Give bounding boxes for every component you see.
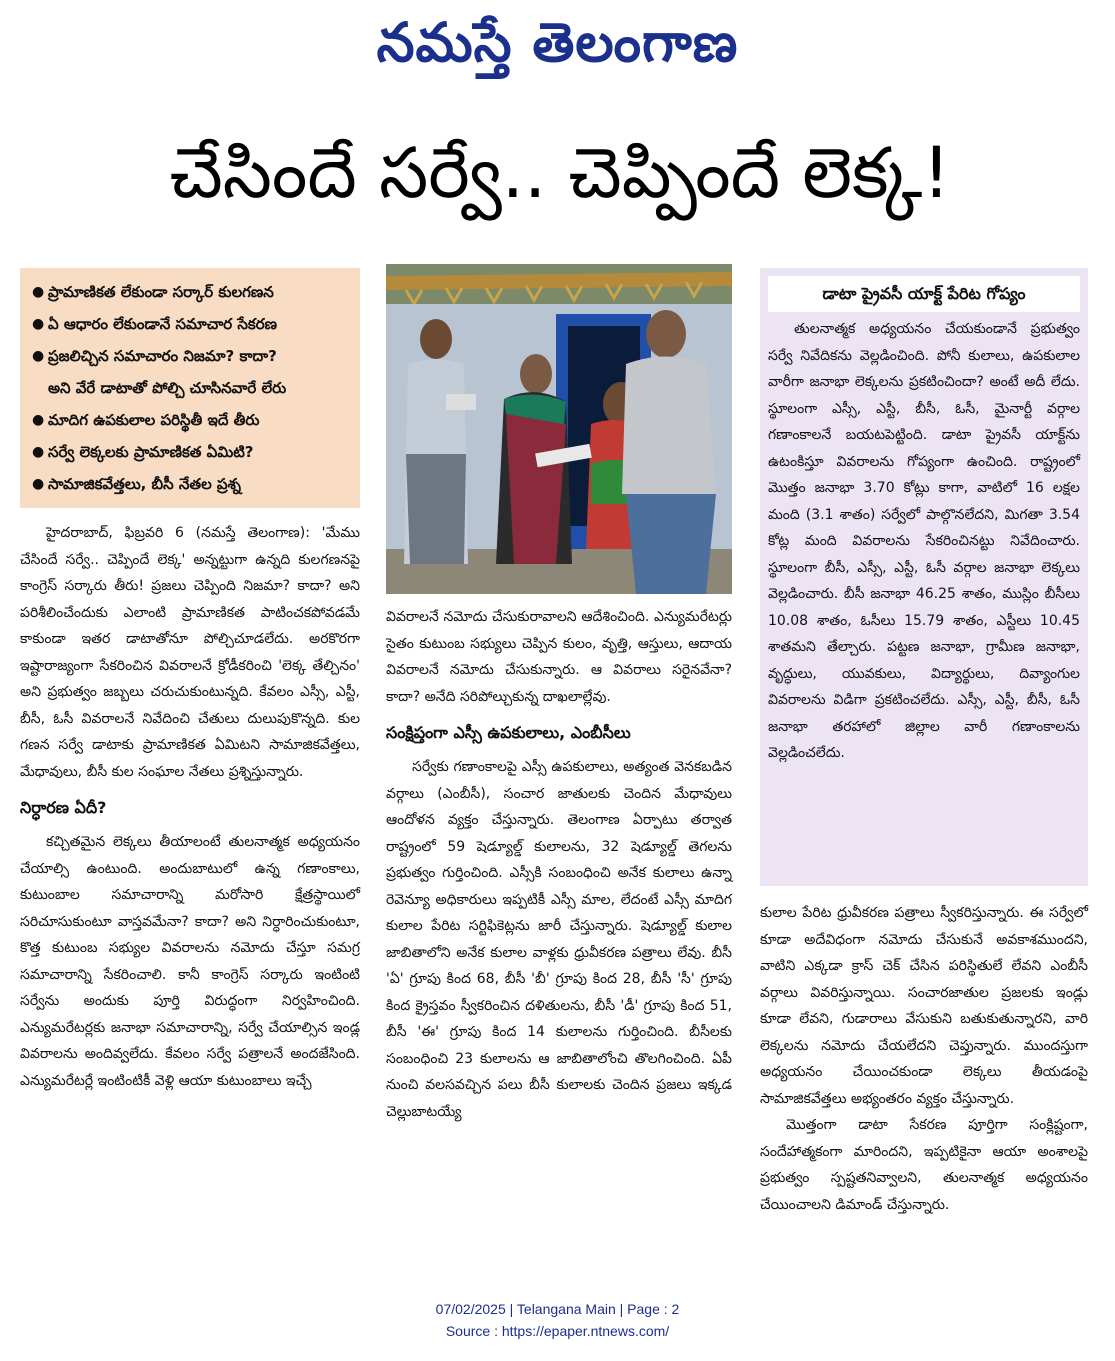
highlights-box (20, 268, 360, 508)
article-paragraph: కులాల పేరిట ధ్రువీకరణ పత్రాలు స్వీకరిస్తున్నారు. ఈ సర్వేలో కూడా అదేవిధంగా నమోదు చేసుకునే అవకాశముందని, వాటిని ఎక్కడా క్రాస్ చెక్ చేసిన పరిస్థితులే లేవని ఎంబీసీ వర్గాలు వివరిస్తున్నాయి. సంచారజాతుల ప్రజలకు ఇండ్లు కూడా లేవని, గుడారాలు వేసుకుని బతుకుతున్నారని, వారి లెక్కలను నమోదు చేయలేదని చెప్తున్నారు. ముందస్తుగా అధ్యయనం చేయించకుండా లెక్కలు తీయడంపై సామాజికవేత్తలు అభ్యంతరం వ్యక్తం చేస్తున్నారు. (760, 905, 1088, 1107)
section-heading: సంక్షిప్తంగా ఎస్సీ ఉపకులాలు, ఎంబీసీలు (386, 723, 631, 742)
highlight-item (30, 436, 350, 468)
article-photo (386, 264, 732, 594)
highlight-item (30, 340, 350, 372)
highlight-item-continued (30, 372, 350, 404)
article-paragraph: మొత్తంగా డాటా సేకరణ పూర్తిగా సంక్లిష్టంగా, సందేహాత్మకంగా మారిందని, ఇప్పటికైనా ఆయా అంశాలపై ప్రభుత్వం స్పష్టతనివ్వాలని, తులనాత్మక అధ్యయనం చేయించాలని డిమాండ్ చేస్తున్నారు. (760, 1117, 1088, 1213)
highlight-item (30, 468, 350, 500)
newspaper-masthead: నమస్తే తెలంగాణ (376, 10, 739, 74)
highlight-text: ఏ ఆధారం లేకుండానే సమాచార సేకరణ (48, 315, 278, 333)
bullet-icon: ● (32, 476, 45, 492)
bullet-icon: ● (32, 348, 45, 364)
bullet-icon: ● (32, 284, 45, 300)
survey-photo-illustration (386, 264, 732, 594)
article-paragraph: సర్వేకు గణాంకాలపై ఎస్సీ ఉపకులాలు, అత్యంత వెనకబడిన వర్గాలు (ఎంబీసీ), సంచార జాతులకు చెందిన మేధావులు ఆందోళన వ్యక్తం చేస్తున్నారు. తెలంగాణ ఏర్పాటు తర్వాత రాష్ట్రంలో 59 షెడ్యూల్డ్ కులాలను, 32 షెడ్యూల్డ్ తెగలను ప్రభుత్వం గుర్తించింది. ఎస్సీకి సంబంధించి అనేక కులాలు ఉన్నా రెవెన్యూ అధికారులు ఇప్పటికీ ఎస్సీ మాల, లేదంటే ఎస్సీ మాదిగ కులాల పేరిట సర్టిఫికెట్లను జారీ చేస్తున్నారు. షెడ్యూల్డ్ కులాల జాబితాలోని అనేక కులాల వాళ్లకు ధ్రువీకరణ పత్రాలు లేవు. బీసీ 'ఏ' గ్రూపు కింద 68, బీసీ 'బీ' గ్రూపు కింద 28, బీసీ 'సీ' గ్రూపు కింద క్రైస్తవం స్వీకరించిన దళితులను, బీసీ 'డీ' గ్రూపు కింద 51, బీసీ 'ఈ' గ్రూపు కింద 14 కులాలను గుర్తించింది. బీసీలకు సంబంధించి 23 కులాలను ఆ జాబితాలోంచి తొలగించింది. ఏపీ నుంచి వలసవచ్చిన పలు బీసీ కులాలకు చెందిన ప్రజలు ఇక్కడ చెల్లుబాటయ్యే (386, 759, 732, 1120)
sidebar-box-title: డాటా ప్రైవసీ యాక్ట్ పేరిట గోప్యం (768, 276, 1080, 312)
bullet-icon: ● (32, 412, 45, 428)
highlight-text: ప్రామాణికత లేకుండా సర్కార్ కులగణన (48, 283, 274, 301)
highlight-item (30, 404, 350, 436)
highlight-text: అని వేరే డాటాతో పోల్చి చూసినవారే లేరు (48, 379, 287, 397)
highlight-text: ప్రజలిచ్చిన సమాచారం నిజమా? కాదా? (48, 347, 277, 365)
article-paragraph: కచ్చితమైన లెక్కలు తీయాలంటే తులనాత్మక అధ్యయనం చేయాల్సి ఉంటుంది. అందుబాటులో ఉన్న గణాంకాలు, కుటుంబాల సమాచారాన్ని మరోసారి క్షేత్రస్థాయిలో సరిచూసుకుంటూ వాస్తవమేనా? కాదా? అని నిర్ధారించుకుంటూ, కొత్త కుటుంబ సభ్యుల వివరాలను నమోదు చేస్తూ సమగ్ర సమాచారాన్ని సేకరించాలి. కానీ కాంగ్రెస్ సర్కారు ఇంటింటి సర్వేను అందుకు పూర్తి విరుద్ధంగా నిర్వహించింది. ఎన్యుమరేటర్లకు జనాభా సమాచారాన్ని, సర్వే చేయాల్సిన ఇండ్ల వివరాలను అందివ్వలేదు. కేవలం సర్వే పత్రాలనే అందజేసింది. ఎన్యుమరేటర్లే ఇంటింటికీ వెళ్లి ఆయా కుటుంబాలు ఇచ్చే (20, 834, 360, 1089)
highlight-item (30, 276, 350, 308)
highlight-item (30, 308, 350, 340)
highlight-text: సామాజికవేత్తలు, బీసీ నేతల ప్రశ్న (48, 475, 241, 493)
article-column-1 (20, 520, 360, 1094)
article-paragraph: వివరాలనే నమోదు చేసుకురావాలని ఆదేశించింది. ఎన్యుమరేటర్లు సైతం కుటుంబ సభ్యులు చెప్పిన కులం, వృత్తి, ఆస్తులు, ఆదాయ వివరాలనే నమోదు చేసుకున్నారు. ఆ వివరాలు సరైనవేనా? కాదా? అనేది సరిపోల్చుకున్న దాఖలాల్లేవు. (386, 609, 732, 705)
footer-page-info: 07/02/2025 | Telangana Main | Page : 2 (435, 1301, 680, 1317)
section-heading: నిర్ధారణ ఏదీ? (20, 798, 107, 817)
article-paragraph: హైదరాబాద్, ఫిబ్రవరి 6 (నమస్తే తెలంగాణ): 'మేము చేసిందే సర్వే.. చెప్పిందే లెక్క' అన్నట్టుగా ఉన్నది కులగణనపై కాంగ్రెస్ సర్కారు తీరు! ప్రజలు చెప్పింది నిజమా? కాదా? అని పరిశీలించేందుకు ఎలాంటి ప్రామాణికత పాటించకపోవడమే కాకుండా ఇతర డాటాతోనూ పోల్చిచూడలేదు. అరకొరగా ఇష్టారాజ్యంగా సేకరించిన వివరాలనే క్రోడీకరించి 'లెక్క తేల్చినం' అని ప్రభుత్వం జబ్బలు చరుచుకుంటున్నది. కేవలం ఎస్సీ, ఎస్టీ, బీసీ, ఓసీ వివరాలనే నివేదించి చేతులు దులుపుకొన్నది. కుల గణన సర్వే డాటాకు ప్రామాణికత ఏమిటని సామాజికవేత్తలు, మేధావులు, బీసీ కుల సంఘాల నేతలు ప్రశ్నిస్తున్నారు. (20, 525, 360, 780)
article-column-3 (760, 900, 1088, 1218)
sidebar-box-text: తులనాత్మక అధ్యయనం చేయకుండానే ప్రభుత్వం సర్వే నివేదికను వెల్లడించింది. పోనీ కులాలు, ఉపకులాల వారీగా జనాభా లెక్కలను ప్రకటించిందా? అంటే అదీ లేదు. స్థూలంగా ఎస్సీ, ఎస్టీ, బీసీ, ఓసీ, మైనార్టీ వర్గాల గణాంకాలనే బయటపెట్టింది. డాటా ప్రైవసీ యాక్ట్‌ను ఉటంకిస్తూ వివరాలను గోప్యంగా ఉంచింది. రాష్ట్రంలో మొత్తం జనాభా 3.70 కోట్లు కాగా, వాటిలో 16 లక్షల మంది (3.1 శాతం) సర్వేలో పాల్గొనలేదని, మిగతా 3.54 కోట్ల మంది వివరాలను సేకరించినట్టు నివేదించారు. స్థూలంగా బీసీ, ఎస్సీ, ఎస్టీ, ఓసీ వర్గాల జనాభా లెక్కలు వెల్లడించారు. బీసీ జనాభా 46.25 శాతం, ముస్లిం బీసీలు 10.08 శాతం, ఓసీలు 15.79 శాతం, ఎస్టీలు 10.45 శాతమని తేల్చారు. పట్టణ జనాభా, గ్రామీణ జనాభా, వృద్ధులు, యువకులు, విద్యార్థులు, దివ్యాంగుల వివరాలను విడిగా ప్రకటించలేదు. ఎస్సీ, ఎస్టీ, బీసీ, ఓసీ జనాభా తరహాలో జిల్లాల వారీ గణాంకాలను వెల్లడించలేదు. (768, 321, 1080, 761)
article-headline: చేసిందే సర్వే.. చెప్పిందే లెక్క! (169, 132, 951, 214)
bullet-icon: ● (32, 444, 45, 460)
footer-source: Source : https://epaper.ntnews.com/ (445, 1323, 670, 1339)
article-column-2 (386, 604, 732, 1125)
highlight-text: మాదిగ ఉపకులాల పరిస్థితీ ఇదే తీరు (48, 411, 260, 429)
bullet-icon: ● (32, 316, 45, 332)
sidebar-box (760, 268, 1088, 886)
highlight-text: సర్వే లెక్కలకు ప్రామాణికత ఏమిటి? (48, 443, 254, 461)
